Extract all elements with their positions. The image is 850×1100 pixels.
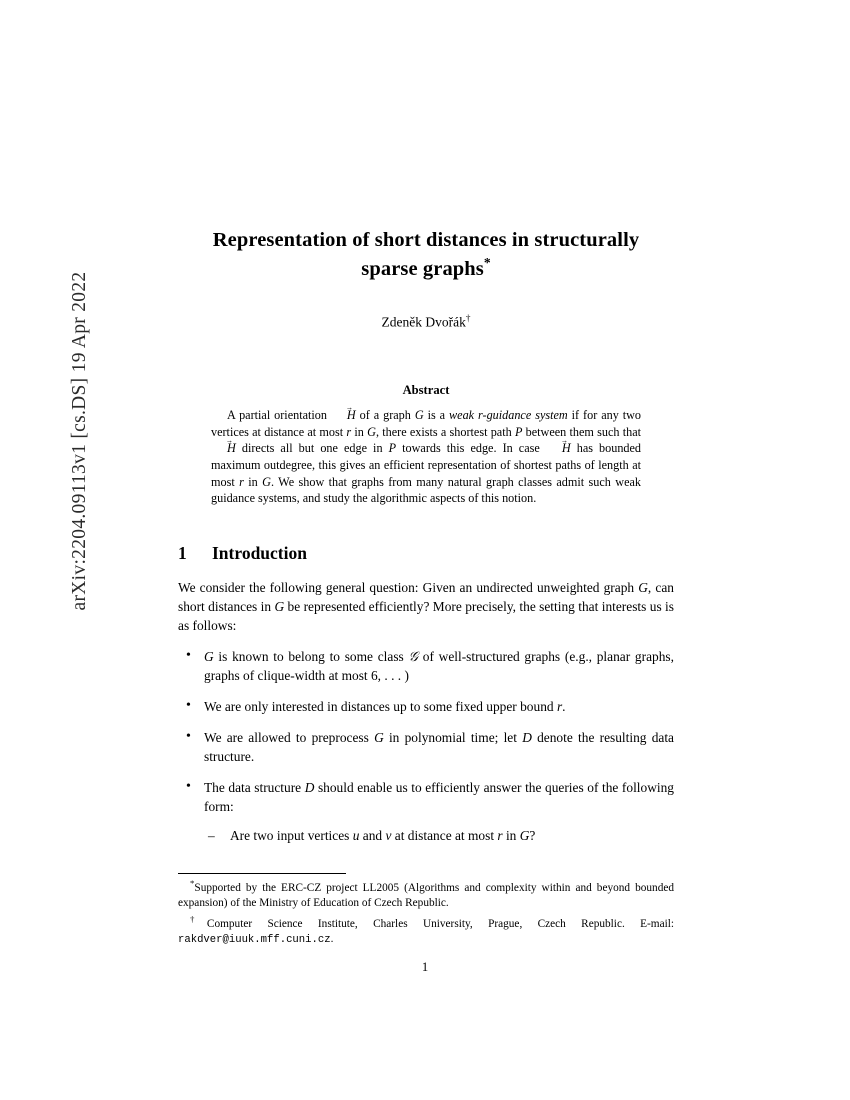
math-u: u [352, 828, 360, 844]
abstract-frag: , there exists a shortest path [375, 424, 515, 439]
subitem-frag: ? [529, 828, 536, 844]
math-h-vector: H → [546, 440, 571, 457]
math-g: G [262, 474, 271, 489]
arxiv-identifier-stamp: arXiv:2204.09113v1 [cs.DS] 19 Apr 2022 [69, 271, 90, 611]
abstract-frag: has bounded maximum outdegree, this gives an efficient representation of shortest paths of length at most [211, 441, 642, 489]
footnote-2-text: Computer Science Institute, Charles University, Prague, Czech Republic. E-mail: [206, 917, 674, 930]
math-g: G [374, 730, 384, 746]
section-heading-introduction [178, 543, 674, 564]
math-r: r [556, 699, 563, 715]
footnote-1-text: Supported by the ERC-CZ project LL2005 (Algorithms and complexity within and beyond bounded expansion) of the Ministry of Education of Czech Republic. [178, 881, 674, 909]
footnote-area [178, 878, 674, 950]
abstract-frag: if for any two vertices at distance at most [211, 407, 642, 439]
math-g: G [204, 649, 214, 665]
list-item [178, 697, 674, 716]
term-weak-r-guidance-system: weak r-guidance system [449, 407, 568, 422]
subitem-frag: and [359, 828, 386, 844]
list-item [178, 728, 674, 766]
abstract-frag: in [351, 424, 368, 439]
footnote-2-tail: . [330, 932, 334, 945]
subitem-frag: Are two input vertices [230, 828, 353, 844]
list-item [178, 778, 674, 845]
intro-paragraph [178, 578, 674, 635]
math-g: G [414, 407, 424, 422]
bullet-frag: We are only interested in distances up to some fixed upper bound [204, 699, 557, 715]
math-r: r [346, 424, 352, 439]
footnote-2-marker: † [190, 913, 207, 924]
footnote-1 [178, 878, 674, 911]
math-g: G [519, 828, 530, 844]
title-footnote-marker: * [483, 255, 491, 271]
math-class-g: 𝒢 [408, 649, 419, 665]
page-title [178, 226, 674, 283]
bullet-frag: . [562, 699, 566, 715]
abstract-block [211, 383, 641, 507]
abstract-frag: . We show that graphs from many natural graph classes admit such weak guidance systems, and study the algorithmic aspects of this notion. [211, 474, 641, 506]
math-r: r [239, 474, 244, 489]
author-label: Zdeněk Dvořák [381, 314, 466, 330]
intro-frag: We consider the following general question: Given an undirected unweighted graph [178, 580, 639, 596]
contact-email[interactable]: rakdver@iuuk.mff.cuni.cz [178, 933, 331, 946]
title-line-1: Representation of short distances in structurally [212, 229, 640, 251]
math-v: v [385, 828, 392, 844]
page-number: 1 [421, 960, 429, 974]
abstract-frag: towards this edge. In case [396, 441, 546, 456]
math-h-vector: H → [211, 440, 236, 457]
bullet-frag: of well-structured graphs (e.g., planar graphs, graphs of clique-width at most 6, . . . ) [204, 649, 674, 684]
abstract-frag: A partial orientation [227, 407, 331, 422]
abstract-frag: is a [423, 407, 450, 422]
abstract-frag: between them such that [522, 424, 642, 439]
math-g: G [274, 599, 285, 615]
bullet-frag: should enable us to efficiently answer the queries of the following form: [204, 780, 674, 815]
bullet-frag: is known to belong to some class [213, 649, 409, 665]
footnote-1-marker: * [190, 878, 195, 888]
math-d: D [522, 730, 532, 746]
math-d: D [304, 780, 315, 796]
math-r: r [497, 828, 503, 844]
setting-bullet-list [178, 647, 674, 845]
math-p: P [514, 424, 523, 439]
author-name [178, 313, 674, 331]
query-sub-list [204, 826, 674, 845]
abstract-frag: of a graph [355, 407, 415, 422]
list-item [178, 647, 674, 685]
bullet-frag: denote the resulting data structure. [204, 730, 675, 765]
bullet-frag: We are allowed to preprocess [204, 730, 375, 746]
abstract-heading: Abstract [402, 382, 450, 397]
footnote-2 [178, 914, 674, 947]
subitem-frag: in [502, 828, 520, 844]
paper-content [178, 226, 674, 857]
section-title: Introduction [212, 543, 307, 564]
author-footnote-marker: † [465, 313, 471, 324]
bullet-frag: in polynomial time; let [383, 730, 523, 746]
abstract-frag: directs all but one edge in [235, 441, 389, 456]
math-p: P [388, 441, 397, 456]
math-g: G [638, 580, 648, 596]
abstract-text [211, 407, 641, 507]
list-item [204, 826, 674, 845]
footnote-separator [178, 873, 346, 874]
section-number: 1 [178, 543, 187, 564]
intro-frag: , can short distances in [178, 580, 674, 615]
math-h-vector: H → [331, 407, 356, 424]
bullet-frag: The data structure [204, 780, 305, 796]
subitem-frag: at distance at most [391, 828, 498, 844]
abstract-frag: in [243, 474, 263, 489]
math-g: G [367, 424, 376, 439]
intro-frag: be represented efficiently? More precisely, the setting that interests us is as follows: [178, 599, 674, 634]
title-line-2: sparse graphs [361, 258, 484, 281]
